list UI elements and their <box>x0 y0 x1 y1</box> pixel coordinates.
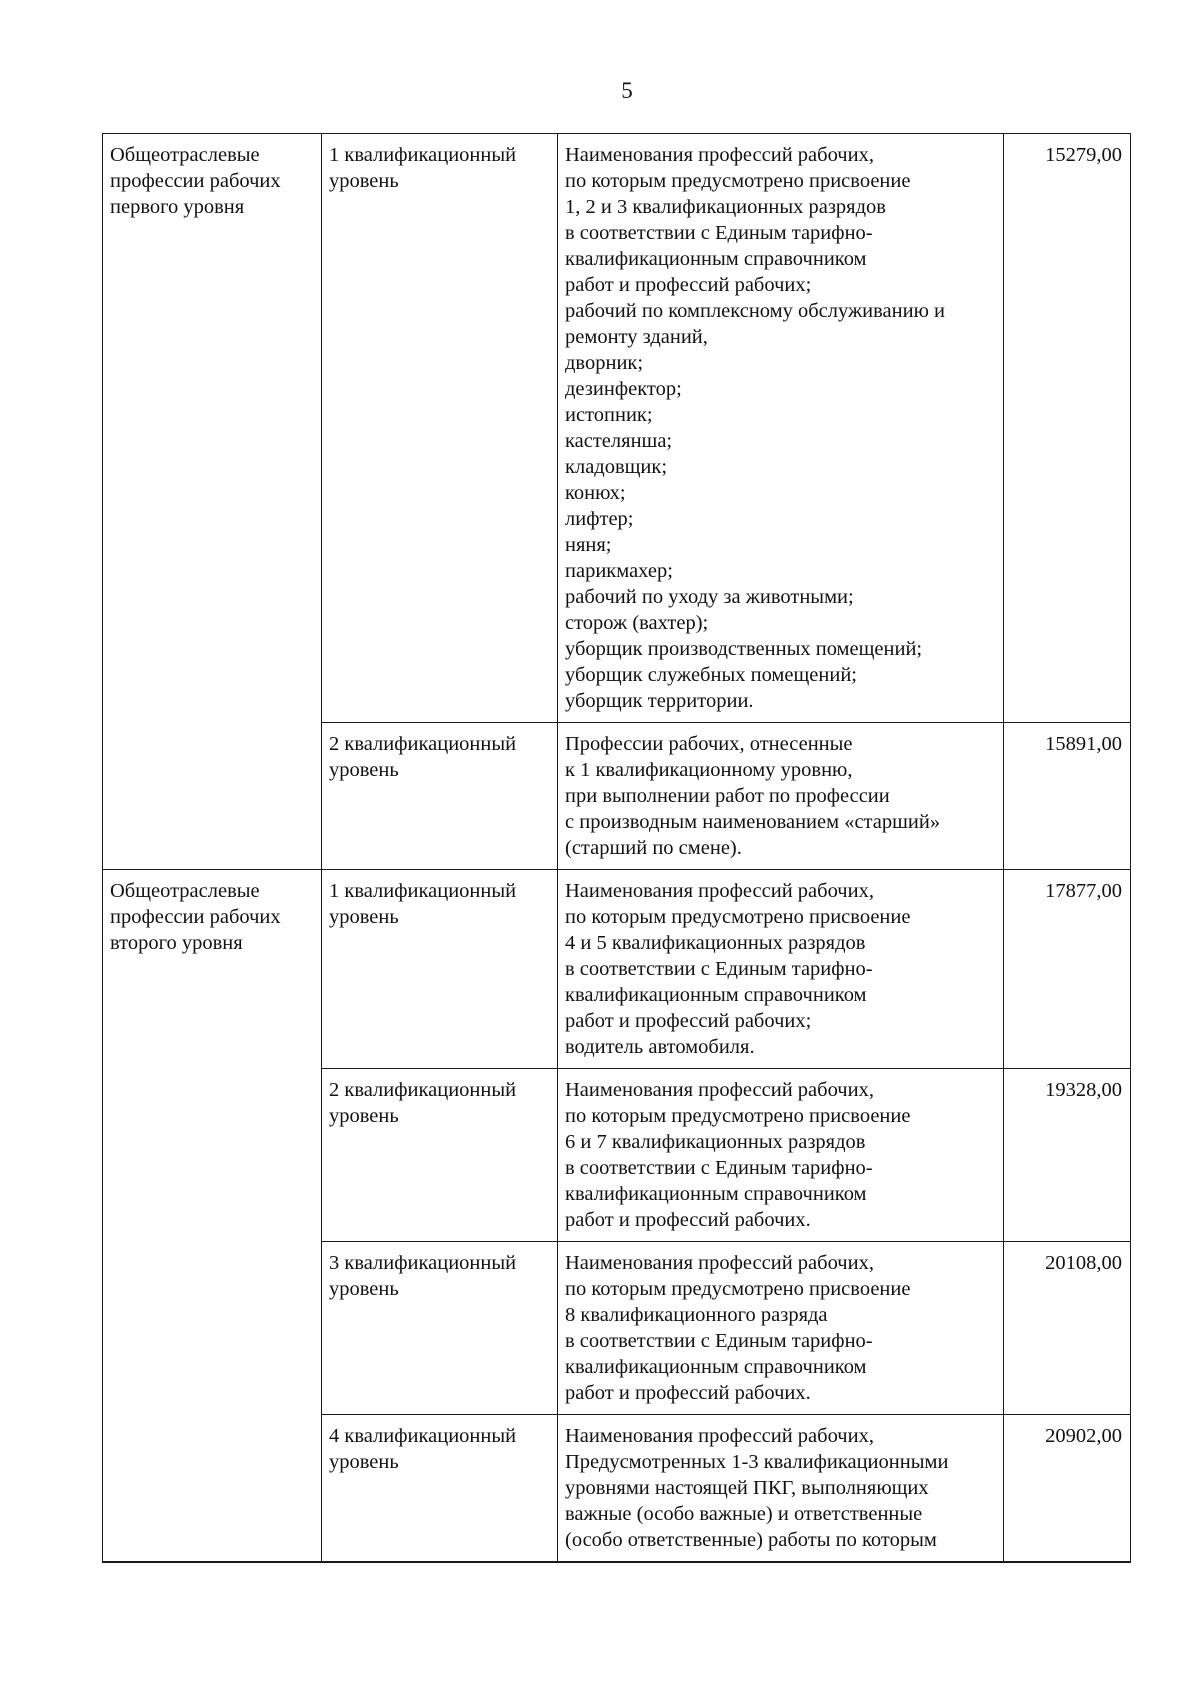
group-name-line: Общеотраслевые <box>110 880 260 902</box>
profession-description-line: работ и профессий рабочих. <box>565 1382 811 1404</box>
qualification-level-line: 1 квалификационный <box>329 144 517 166</box>
qualification-level-line: уровень <box>329 906 399 928</box>
profession-description-line: по которым предусмотрено присвоение <box>565 906 911 928</box>
salary-cell: 19328,00 <box>1004 1069 1131 1242</box>
profession-description-cell <box>558 1069 1004 1242</box>
qualification-level-line: уровень <box>329 759 399 781</box>
profession-description-line: по которым предусмотрено присвоение <box>565 1278 911 1300</box>
profession-description-line: квалификационным справочником <box>565 984 867 1006</box>
qualification-level-cell <box>322 723 558 870</box>
profession-description-line: с производным наименованием «старший» <box>565 811 941 833</box>
profession-description-line: Предусмотренных 1-3 квалификационными <box>565 1451 949 1473</box>
profession-description-cell <box>558 870 1004 1069</box>
profession-description-line: в соответствии с Единым тарифно- <box>565 958 873 980</box>
qualification-level-line: 2 квалификационный <box>329 1079 517 1101</box>
salary-cell: 17877,00 <box>1004 870 1131 1069</box>
qualification-level-line: уровень <box>329 170 399 192</box>
qualification-level-line: 2 квалификационный <box>329 733 517 755</box>
profession-description-line: квалификационным справочником <box>565 1356 867 1378</box>
profession-description-line: работ и профессий рабочих. <box>565 1209 811 1231</box>
profession-description-line: в соответствии с Единым тарифно- <box>565 222 873 244</box>
salary-cell: 20902,00 <box>1004 1415 1131 1563</box>
profession-description-line: Профессии рабочих, отнесенные <box>565 733 853 755</box>
profession-description-cell <box>558 1415 1004 1563</box>
salary-cell: 20108,00 <box>1004 1242 1131 1415</box>
profession-description-line: дворник; <box>565 352 644 374</box>
profession-description-line: Наименования профессий рабочих, <box>565 1252 874 1274</box>
profession-description-line: парикмахер; <box>565 560 673 582</box>
profession-description-line: в соответствии с Единым тарифно- <box>565 1330 873 1352</box>
group-name-line: профессии рабочих <box>110 906 281 928</box>
profession-description-line: (старший по смене). <box>565 837 742 859</box>
profession-description-line: уборщик производственных помещений; <box>565 638 923 660</box>
qualification-level-line: 4 квалификационный <box>329 1425 517 1447</box>
profession-description-cell <box>558 134 1004 723</box>
profession-description-line: (особо ответственные) работы по которым <box>565 1529 937 1551</box>
profession-description-line: Наименования профессий рабочих, <box>565 1079 874 1101</box>
profession-description-cell <box>558 1242 1004 1415</box>
profession-description-line: 8 квалификационного разряда <box>565 1304 828 1326</box>
profession-description-line: работ и профессий рабочих; <box>565 274 812 296</box>
qualification-level-line: уровень <box>329 1278 399 1300</box>
group-name-line: профессии рабочих <box>110 170 281 192</box>
group-name-cell <box>103 134 322 870</box>
table-row <box>103 870 1131 1069</box>
profession-description-line: к 1 квалификационному уровню, <box>565 759 853 781</box>
salary-cell: 15279,00 <box>1004 134 1131 723</box>
qualification-level-line: 3 квалификационный <box>329 1252 517 1274</box>
qualification-level-line: уровень <box>329 1105 399 1127</box>
group-name-cell <box>103 870 322 1563</box>
profession-description-line: кастелянша; <box>565 430 673 452</box>
profession-description-line: работ и профессий рабочих; <box>565 1010 812 1032</box>
profession-description-line: дезинфектор; <box>565 378 682 400</box>
profession-description-line: уборщик служебных помещений; <box>565 664 857 686</box>
profession-description-line: по которым предусмотрено присвоение <box>565 170 911 192</box>
group-name-line: Общеотраслевые <box>110 144 260 166</box>
profession-description-line: уборщик территории. <box>565 690 754 712</box>
profession-description-line: Наименования профессий рабочих, <box>565 880 874 902</box>
profession-description-line: в соответствии с Единым тарифно- <box>565 1157 873 1179</box>
profession-description-line: при выполнении работ по профессии <box>565 785 890 807</box>
qualification-level-cell <box>322 1069 558 1242</box>
profession-description-cell <box>558 723 1004 870</box>
table-row <box>103 134 1131 723</box>
profession-description-line: конюх; <box>565 482 626 504</box>
profession-description-line: по которым предусмотрено присвоение <box>565 1105 911 1127</box>
profession-description-line: водитель автомобиля. <box>565 1036 755 1058</box>
salary-cell: 15891,00 <box>1004 723 1131 870</box>
profession-description-line: 4 и 5 квалификационных разрядов <box>565 932 866 954</box>
qualification-level-line: уровень <box>329 1451 399 1473</box>
profession-description-line: лифтер; <box>565 508 634 530</box>
qualification-level-cell <box>322 1415 558 1563</box>
profession-description-line: Наименования профессий рабочих, <box>565 144 874 166</box>
profession-description-line: ремонту зданий, <box>565 326 708 348</box>
table-body <box>103 134 1131 1563</box>
profession-description-line: важные (особо важные) и ответственные <box>565 1503 923 1525</box>
profession-description-line: уровнями настоящей ПКГ, выполняющих <box>565 1477 929 1499</box>
qualification-level-cell <box>322 1242 558 1415</box>
profession-description-line: рабочий по комплексному обслуживанию и <box>565 300 945 322</box>
profession-description-line: истопник; <box>565 404 653 426</box>
profession-description-line: кладовщик; <box>565 456 668 478</box>
qualification-level-cell <box>322 134 558 723</box>
profession-description-line: рабочий по уходу за животными; <box>565 586 854 608</box>
salary-table <box>102 133 1131 1563</box>
profession-description-line: 1, 2 и 3 квалификационных разрядов <box>565 196 886 218</box>
qualification-level-cell <box>322 870 558 1069</box>
qualification-level-line: 1 квалификационный <box>329 880 517 902</box>
profession-description-line: сторож (вахтер); <box>565 612 709 634</box>
profession-description-line: няня; <box>565 534 612 556</box>
profession-description-line: квалификационным справочником <box>565 1183 867 1205</box>
page-number: 5 <box>621 78 633 103</box>
profession-description-line: 6 и 7 квалификационных разрядов <box>565 1131 866 1153</box>
profession-description-line: квалификационным справочником <box>565 248 867 270</box>
group-name-line: второго уровня <box>110 932 243 954</box>
group-name-line: первого уровня <box>110 196 245 218</box>
profession-description-line: Наименования профессий рабочих, <box>565 1425 874 1447</box>
